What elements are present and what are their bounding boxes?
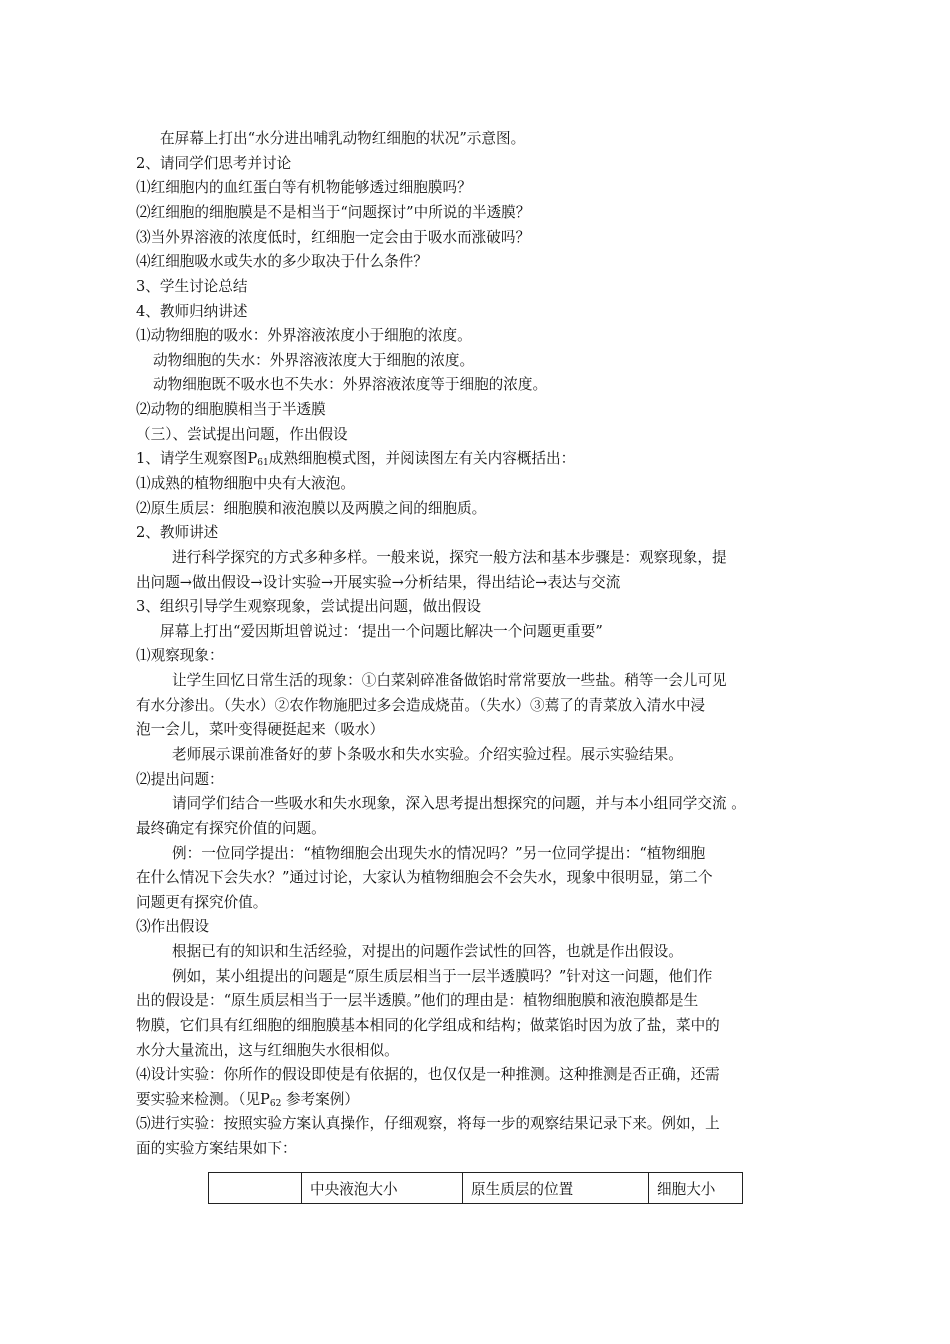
paragraph-line: 老师展示课前准备好的萝卜条吸水和失水实验。介绍实验过程。展示实验结果。 [172, 746, 683, 763]
paragraph-line: 让学生回忆日常生活的现象：①白菜剁碎准备做馅时常常要放一些盐。稍等一会儿可见 [172, 672, 727, 689]
results-table [208, 1172, 743, 1204]
section-heading: 2、请同学们思考并讨论 [136, 155, 292, 172]
paragraph-line: ⑶作出假设 [136, 918, 209, 935]
paragraph-line: 出问题→做出假设→设计实验→开展实验→分析结果，得出结论→表达与交流 [136, 574, 621, 591]
paragraph-line: ⑴观察现象： [136, 647, 224, 664]
paragraph-line: ⑶当外界溶液的浓度低时，红细胞一定会由于吸水而涨破吗？ [136, 229, 531, 246]
table-header-cell [209, 1173, 302, 1204]
paragraph-line: 泡一会儿，菜叶变得硬挺起来（吸水） [136, 721, 385, 738]
paragraph-line: 问题更有探究价值。 [136, 894, 268, 911]
table-header-cell: 细胞大小 [649, 1173, 743, 1204]
table-header-cell: 原生质层的位置 [463, 1173, 649, 1204]
paragraph-line: 根据已有的知识和生活经验，对提出的问题作尝试性的回答，也就是作出假设。 [172, 943, 683, 960]
paragraph-line: ⑷红细胞吸水或失水的多少取决于什么条件？ [136, 253, 428, 270]
paragraph-line: ⑵提出问题： [136, 771, 224, 788]
paragraph-line: 要实验来检测。（见$P_{62}$ 参考案例） [136, 1091, 359, 1109]
paragraph-line: 例如，某小组提出的问题是“原生质层相当于一层半透膜吗？”针对这一问题，他们作 [172, 968, 713, 985]
paragraph-line: 有水分渗出。（失水）②农作物施肥过多会造成烧苗。（失水）③蔫了的青菜放入清水中浸 [136, 697, 706, 714]
paragraph-line: ⑷设计实验：你所作的假设即使是有依据的，也仅仅是一种推测。这种推测是否正确，还需 [136, 1066, 720, 1083]
paragraph-line: 水分大量流出，这与红细胞失水很相似。 [136, 1042, 399, 1059]
paragraph-line: ⑵动物的细胞膜相当于半透膜 [136, 401, 326, 418]
paragraph-line: 请同学们结合一些吸水和失水现象，深入思考提出想探究的问题，并与本小组同学交流 。 [172, 795, 746, 812]
paragraph-line: 在屏幕上打出“水分进出哺乳动物红细胞的状况”示意图。 [160, 130, 526, 147]
paragraph-line: 1、请学生观察图$P_{61}$成熟细胞模式图，并阅读图左有关内容概括出： [136, 450, 576, 468]
paragraph-line: 动物细胞既不吸水也不失水：外界溶液浓度等于细胞的浓度。 [153, 376, 548, 393]
table-header-row [209, 1173, 743, 1204]
section-heading: 2、教师讲述 [136, 524, 219, 541]
paragraph-line: ⑵原生质层：细胞膜和液泡膜以及两膜之间的细胞质。 [136, 500, 487, 517]
paragraph-line: 例：一位同学提出：“植物细胞会出现失水的情况吗？”另一位同学提出：“植物细胞 [172, 845, 706, 862]
section-heading: 3、学生讨论总结 [136, 278, 248, 295]
section-heading: 3、组织引导学生观察现象，尝试提出问题，做出假设 [136, 598, 481, 615]
paragraph-line: 物膜，它们具有红细胞的细胞膜基本相同的化学组成和结构；做菜馅时因为放了盐，菜中的 [136, 1017, 720, 1034]
paragraph-line: 在什么情况下会失水？”通过讨论，大家认为植物细胞会不会失水，现象中很明显，第二个 [136, 869, 713, 886]
section-heading: 4、教师归纳讲述 [136, 303, 248, 320]
paragraph-line: 最终确定有探究价值的问题。 [136, 820, 326, 837]
section-heading: （三）、尝试提出问题，作出假设 [136, 426, 348, 443]
table-header-cell: 中央液泡大小 [302, 1173, 463, 1204]
paragraph-line: ⑴红细胞内的血红蛋白等有机物能够透过细胞膜吗？ [136, 179, 472, 196]
paragraph-line: ⑸进行实验：按照实验方案认真操作，仔细观察，将每一步的观察结果记录下来。例如，上 [136, 1115, 720, 1132]
paragraph-line: 面的实验方案结果如下： [136, 1140, 297, 1157]
paragraph-line: ⑵红细胞的细胞膜是不是相当于“问题探讨”中所说的半透膜？ [136, 204, 531, 221]
paragraph-line: 出的假设是：“原生质层相当于一层半透膜。”他们的理由是：植物细胞膜和液泡膜都是生 [136, 992, 699, 1009]
paragraph-line: ⑴成熟的植物细胞中央有大液泡。 [136, 475, 355, 492]
paragraph-line: 进行科学探究的方式多种多样。一般来说，探究一般方法和基本步骤是：观察现象，提 [172, 549, 727, 566]
paragraph-line: 屏幕上打出“爱因斯坦曾说过：‘提出一个问题比解决一个问题更重要” [160, 623, 603, 640]
paragraph-line: 动物细胞的失水：外界溶液浓度大于细胞的浓度。 [153, 352, 475, 369]
paragraph-line: ⑴动物细胞的吸水：外界溶液浓度小于细胞的浓度。 [136, 327, 472, 344]
